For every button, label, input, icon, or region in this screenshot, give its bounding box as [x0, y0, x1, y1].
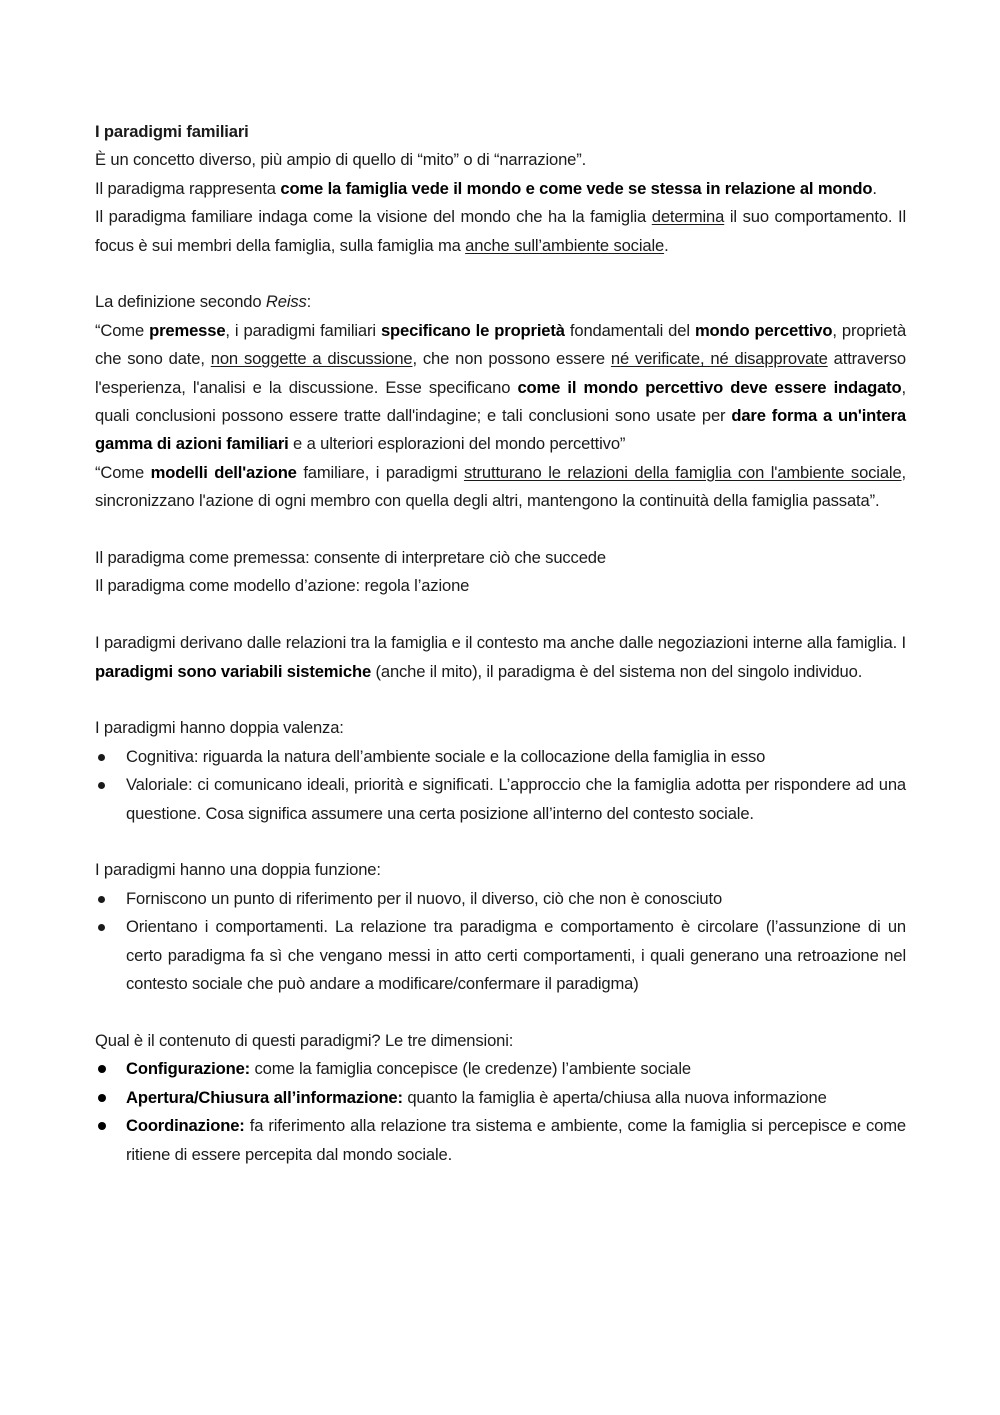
list-item: Valoriale: ci comunicano ideali, priorità e significati. L’approccio che la famiglia adotta per rispondere ad una questione. Cosa significa assumere una certa posizione all’interno del contesto sociale. [95, 771, 906, 828]
underlined-text: né verificate, né disapprovate [610, 349, 828, 369]
document-title: I paradigmi familiari [95, 122, 249, 141]
dimensions-list [95, 1055, 906, 1169]
paragraph-spacer [95, 828, 906, 856]
paragraph-spacer [95, 260, 906, 288]
origin-paragraph [95, 629, 906, 686]
dimension-description: quanto la famiglia è aperta/chiusa alla nuova informazione [402, 1087, 827, 1107]
paragraph-spacer [95, 686, 906, 714]
list-item [95, 1084, 906, 1112]
definition-quote-1 [95, 317, 906, 459]
bold-text: premesse [149, 320, 226, 340]
valence-list [95, 743, 906, 828]
bold-text: paradigmi sono variabili sistemiche [95, 661, 372, 681]
role-premise: Il paradigma come premessa: consente di interpretare ciò che succede [95, 548, 606, 568]
text-run: , proprietà che sono date, [95, 320, 907, 369]
document-page [95, 118, 906, 1169]
bold-text: specificano le proprietà [380, 320, 565, 340]
list-item [95, 1112, 906, 1169]
text-run: La definizione secondo [95, 292, 266, 312]
underlined-text: anche sull’ambiente sociale [465, 235, 665, 255]
text-run: Il paradigma familiare indaga come la visione del mondo che ha la famiglia [95, 207, 652, 227]
text-run: (anche il mito), il paradigma è del sistema non del singolo individuo. [371, 661, 863, 681]
valence-lead: I paradigmi hanno doppia valenza: [95, 718, 344, 738]
dimension-term: Apertura/Chiusura all’informazione: [126, 1087, 403, 1107]
list-item: Orientano i comportamenti. La relazione tra paradigma e comportamento è circolare (l’assunzione di un certo paradigma fa sì che vengano messi in atto certi comportamenti, i quali generano una retroazione nel contesto sociale che può andare a modificare/confermare il paradigma) [95, 913, 906, 998]
text-run: Il paradigma rappresenta [95, 178, 281, 198]
bold-text: mondo percettivo [694, 320, 833, 340]
definition-lead [95, 288, 906, 316]
underlined-text: non soggette a discussione [210, 349, 413, 369]
paragraph-spacer [95, 516, 906, 544]
bold-text: dare forma a un'intera gamma di azioni familiari [95, 406, 906, 454]
dimensions-lead: Qual è il contenuto di questi paradigmi? Le tre dimensioni: [95, 1030, 514, 1050]
text-run: “Come [95, 320, 150, 340]
text-run: fondamentali del [564, 320, 695, 340]
function-list [95, 885, 906, 999]
intro-paragraph-1: È un concetto diverso, più ampio di quello di “mito” o di “narrazione”. [95, 150, 587, 170]
text-run: , quali conclusioni possono essere tratte dall'indagine; e tali conclusioni sono usate per [95, 377, 906, 426]
bold-text: come il mondo percettivo deve essere indagato [517, 377, 902, 397]
list-item [95, 1055, 906, 1083]
dimension-description: fa riferimento alla relazione tra sistema e ambiente, come la famiglia si percepisce e come ritiene di essere percepita dal mondo sociale. [126, 1116, 906, 1164]
definition-quote-2 [95, 459, 906, 516]
text-run: il suo comportamento. Il focus è sui membri della famiglia, sulla famiglia ma [95, 207, 907, 255]
bold-text: come la famiglia vede il mondo e come vede se stessa in relazione al mondo [280, 178, 873, 198]
text-run: . [872, 178, 877, 198]
text-run: , che non possono essere [412, 349, 611, 369]
text-run: . [664, 235, 669, 255]
list-item: Forniscono un punto di riferimento per il nuovo, il diverso, ciò che non è conosciuto [95, 885, 906, 913]
paragraph-spacer [95, 601, 906, 629]
role-model: Il paradigma come modello d’azione: regola l’azione [95, 576, 470, 596]
dimension-term: Configurazione: [126, 1059, 251, 1079]
text-run: attraverso l'esperienza, l'analisi e la discussione. Esse specificano [95, 349, 906, 397]
paragraph-spacer [95, 999, 906, 1027]
list-item: Cognitiva: riguarda la natura dell’ambiente sociale e la collocazione della famiglia in esso [95, 743, 906, 771]
underlined-text: strutturano le relazioni della famiglia con l'ambiente sociale [463, 462, 902, 482]
underlined-text: determina [651, 207, 725, 227]
intro-paragraph-3 [95, 203, 906, 260]
italic-text: Reiss [265, 292, 307, 312]
text-run: I paradigmi derivano dalle relazioni tra la famiglia e il contesto ma anche dalle negoziazioni interne alla famiglia. I [95, 633, 906, 653]
intro-paragraph-2 [95, 175, 906, 203]
dimension-term: Coordinazione: [126, 1116, 245, 1136]
text-run: , sincronizzano l'azione di ogni membro con quella degli altri, mantengono la continuità della famiglia passata”. [95, 462, 907, 511]
text-run: “Come [95, 462, 151, 482]
text-run: , i paradigmi familiari [225, 320, 381, 340]
text-run: : [306, 292, 312, 312]
dimension-description: come la famiglia concepisce (le credenze) l’ambiente sociale [250, 1059, 691, 1079]
bold-text: modelli dell'azione [150, 462, 297, 482]
function-lead: I paradigmi hanno una doppia funzione: [95, 860, 381, 880]
text-run: e a ulteriori esplorazioni del mondo percettivo” [288, 434, 626, 454]
text-run: familiare, i paradigmi [296, 462, 464, 482]
